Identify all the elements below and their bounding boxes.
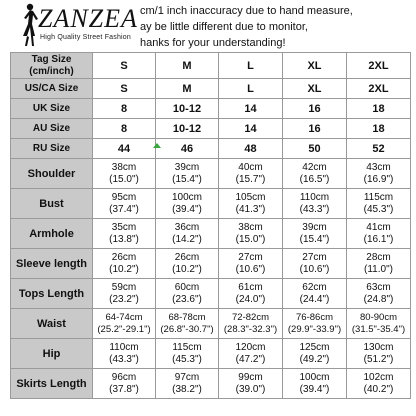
inch-value: (15.4") (172, 173, 202, 185)
inch-value: (13.8") (109, 233, 139, 245)
row-label: Hip (11, 339, 93, 369)
inch-value: (10.6") (299, 263, 330, 275)
size-value: 10-12 (156, 119, 219, 139)
inch-value: (39.4") (172, 203, 202, 215)
measurement-cell (347, 159, 411, 189)
measurement-cell (219, 219, 283, 249)
size-row (11, 119, 411, 139)
inch-value: (43.3") (299, 203, 330, 215)
measurement-cell (93, 249, 156, 279)
cm-value: 125cm (299, 341, 330, 353)
inch-value: (41.3") (235, 203, 266, 215)
size-chart-table (10, 52, 411, 399)
measurement-row (11, 369, 411, 399)
inch-value: (10.2") (172, 263, 202, 275)
size-value: 14 (219, 119, 283, 139)
inch-value: (10.2") (109, 263, 139, 275)
measurement-cell (93, 279, 156, 309)
size-value: 8 (93, 99, 156, 119)
size-row (11, 139, 411, 159)
cm-value: 61cm (238, 281, 263, 293)
cm-value: 130cm (363, 341, 394, 353)
cm-value: 40cm (238, 161, 263, 173)
cm-value: 27cm (302, 251, 327, 263)
inch-value: (45.3") (363, 203, 394, 215)
measurement-cell (347, 369, 411, 399)
size-value: S (93, 79, 156, 99)
row-label: Waist (11, 309, 93, 339)
inch-value: (10.6") (235, 263, 266, 275)
size-value: 46 (156, 139, 219, 159)
cm-value: 39cm (302, 221, 327, 233)
cm-value: 99cm (238, 371, 263, 383)
measurement-row (11, 159, 411, 189)
green-triangle-icon (153, 143, 161, 148)
measurement-cell (219, 309, 283, 339)
inch-value: (16.5") (299, 173, 330, 185)
cm-value: 97cm (174, 371, 200, 383)
measurement-row (11, 309, 411, 339)
cm-value: 38cm (238, 221, 263, 233)
inch-value: (47.2") (235, 353, 266, 365)
cm-value: 105cm (235, 191, 266, 203)
measurement-cell (93, 159, 156, 189)
inch-value: (49.2") (299, 353, 330, 365)
inch-value: (26.8"-30.7") (160, 323, 214, 335)
size-value: 50 (283, 139, 347, 159)
inch-value: (37.8") (109, 383, 139, 395)
cm-value: 95cm (111, 191, 137, 203)
measurement-row (11, 339, 411, 369)
row-label: Sleeve length (11, 249, 93, 279)
measurement-cell (219, 339, 283, 369)
inch-value: (38.2") (172, 383, 202, 395)
measurement-cell (156, 159, 219, 189)
note-line: ay be little different due to monitor, (140, 21, 308, 33)
measurement-cell (283, 189, 347, 219)
measurement-cell (283, 309, 347, 339)
measurement-cell (93, 219, 156, 249)
cm-value: 110cm (109, 341, 139, 353)
cm-value: 115cm (172, 341, 202, 353)
inch-value: (23.6") (172, 293, 202, 305)
cm-value: 80-90cm (360, 311, 397, 323)
size-value: XL (283, 79, 347, 99)
measurement-cell (283, 339, 347, 369)
size-value: 2XL (347, 53, 411, 79)
size-value: 18 (347, 99, 411, 119)
fashion-figure-icon (18, 2, 40, 48)
inch-value: (43.3") (109, 353, 139, 365)
size-value: 10-12 (156, 99, 219, 119)
inch-value: (29.9"-33.9") (287, 323, 342, 335)
inch-value: (15.7") (235, 173, 266, 185)
inch-value: (31.5"-35.4") (351, 323, 406, 335)
cm-value: 28cm (366, 251, 391, 263)
measurement-cell (219, 189, 283, 219)
cm-value: 96cm (111, 371, 137, 383)
note-line: cm/1 inch inaccuracy due to hand measure, (140, 5, 353, 17)
size-value: 2XL (347, 79, 411, 99)
size-row (11, 53, 411, 79)
size-value: M (156, 53, 219, 79)
inch-value: (39.4") (299, 383, 330, 395)
row-label: US/CA Size (11, 79, 93, 99)
cm-value: 43cm (366, 161, 391, 173)
measurement-cell (93, 189, 156, 219)
size-value: 48 (219, 139, 283, 159)
measurement-cell (219, 279, 283, 309)
size-value: 16 (283, 119, 347, 139)
size-value: 18 (347, 119, 411, 139)
size-value: 8 (93, 119, 156, 139)
row-label: Tops Length (11, 279, 93, 309)
measurement-cell (347, 309, 411, 339)
measurement-cell (219, 249, 283, 279)
measurement-cell (156, 279, 219, 309)
inch-value: (15.0") (235, 233, 266, 245)
inch-value: (24.4") (299, 293, 330, 305)
row-label: Shoulder (11, 159, 93, 189)
measurement-cell (347, 219, 411, 249)
cm-value: 26cm (111, 251, 137, 263)
measurement-cell (156, 369, 219, 399)
cm-value: 63cm (366, 281, 391, 293)
cm-value: 115cm (363, 191, 394, 203)
size-value: 16 (283, 99, 347, 119)
measurement-cell (156, 219, 219, 249)
measurement-cell (93, 339, 156, 369)
measurement-cell (156, 309, 219, 339)
measurement-cell (156, 249, 219, 279)
inch-value: (16.1") (363, 233, 394, 245)
inch-value: (11.0") (364, 263, 393, 275)
measurement-cell (347, 249, 411, 279)
brand-tagline: High Quality Street Fashion (40, 34, 131, 41)
cm-value: 39cm (174, 161, 200, 173)
size-value: L (219, 79, 283, 99)
measurement-cell (347, 339, 411, 369)
inch-value: (15.0") (109, 173, 139, 185)
cm-value: 100cm (299, 371, 330, 383)
row-label: Armhole (11, 219, 93, 249)
cm-value: 36cm (174, 221, 200, 233)
measurement-cell (283, 249, 347, 279)
inch-value: (24.8") (363, 293, 394, 305)
inch-value: (45.3") (172, 353, 202, 365)
measurement-cell (156, 189, 219, 219)
note-line: hanks for your understanding! (140, 37, 286, 49)
measurement-cell (93, 309, 156, 339)
cm-value: 27cm (238, 251, 263, 263)
cm-value: 41cm (366, 221, 391, 233)
cm-value: 64-74cm (105, 311, 143, 323)
measurement-cell (283, 369, 347, 399)
cm-value: 120cm (235, 341, 266, 353)
inch-value: (40.2") (363, 383, 394, 395)
size-value: XL (283, 53, 347, 79)
cm-value: 26cm (174, 251, 200, 263)
cm-value: 35cm (111, 221, 137, 233)
row-label: Tag Size (cm/inch) (11, 53, 93, 79)
measurement-cell (283, 159, 347, 189)
row-label: RU Size (11, 139, 93, 159)
inch-value: (25.2"-29.1") (97, 323, 151, 335)
cm-value: 38cm (111, 161, 137, 173)
inch-value: (15.4") (299, 233, 330, 245)
inch-value: (37.4") (109, 203, 139, 215)
inch-value: (51.2") (363, 353, 394, 365)
measurement-row (11, 279, 411, 309)
measurement-notes (140, 3, 353, 51)
cm-value: 60cm (174, 281, 200, 293)
size-value: 44 (93, 139, 156, 159)
cm-value: 102cm (363, 371, 394, 383)
size-value: 14 (219, 99, 283, 119)
measurement-cell (347, 279, 411, 309)
cm-value: 100cm (171, 191, 202, 203)
size-value: 52 (347, 139, 411, 159)
measurement-cell (219, 159, 283, 189)
cm-value: 110cm (299, 191, 330, 203)
size-value: M (156, 79, 219, 99)
inch-value: (14.2") (172, 233, 202, 245)
row-label: Bust (11, 189, 93, 219)
measurement-cell (219, 369, 283, 399)
size-row (11, 99, 411, 119)
measurement-row (11, 249, 411, 279)
row-label: Skirts Length (11, 369, 93, 399)
inch-value: (24.0") (235, 293, 266, 305)
measurement-cell (283, 279, 347, 309)
inch-value: (16.9") (363, 173, 394, 185)
row-label: AU Size (11, 119, 93, 139)
inch-value: (39.0") (235, 383, 266, 395)
measurement-row (11, 189, 411, 219)
cm-value: 76-86cm (296, 311, 333, 323)
cm-value: 68-78cm (168, 311, 206, 323)
cm-value: 72-82cm (232, 311, 269, 323)
size-value: S (93, 53, 156, 79)
row-label: UK Size (11, 99, 93, 119)
measurement-cell (156, 339, 219, 369)
measurement-cell (93, 369, 156, 399)
brand-name: ZANZEA (38, 4, 138, 33)
inch-value: (23.2") (109, 293, 139, 305)
measurement-cell (283, 219, 347, 249)
cm-value: 59cm (111, 281, 137, 293)
inch-value: (28.3"-32.3") (223, 323, 278, 335)
cm-value: 62cm (302, 281, 327, 293)
measurement-cell (347, 189, 411, 219)
measurement-row (11, 219, 411, 249)
cm-value: 42cm (302, 161, 327, 173)
size-value: L (219, 53, 283, 79)
header (0, 0, 416, 52)
size-row (11, 79, 411, 99)
